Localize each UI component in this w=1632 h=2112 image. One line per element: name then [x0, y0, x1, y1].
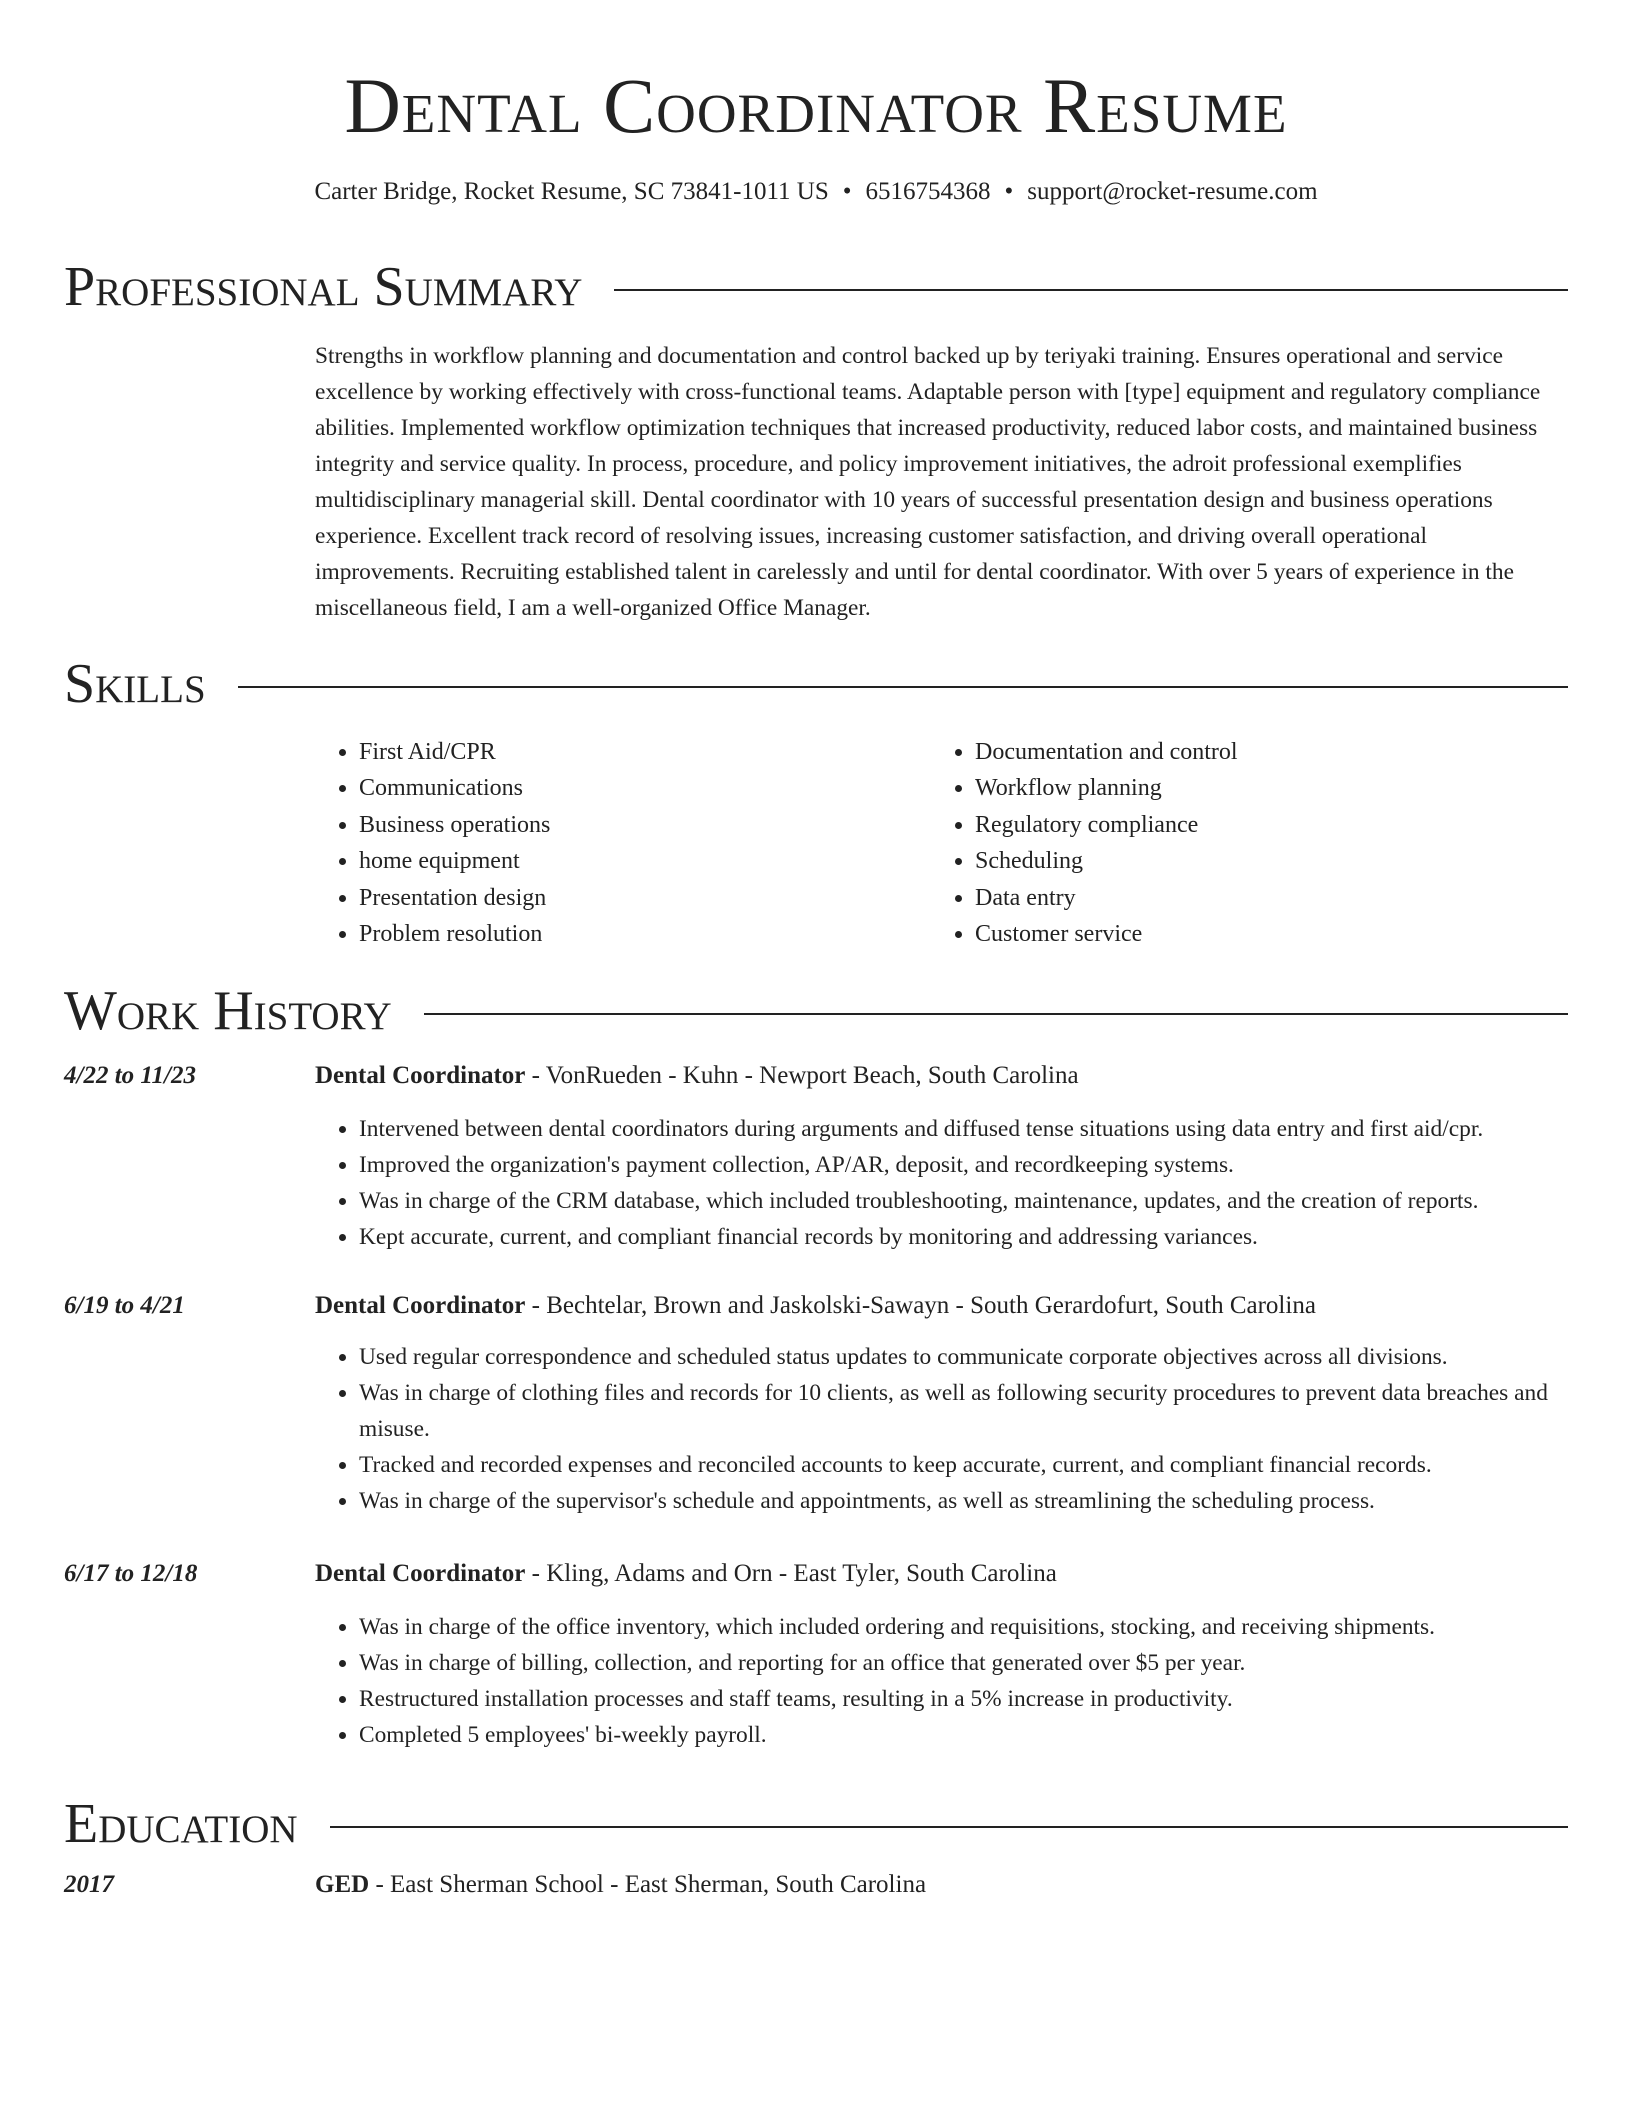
- education-details: - East Sherman School - East Sherman, South Carolina: [369, 1871, 927, 1898]
- job-date: 6/17 to 12/18: [64, 1560, 198, 1587]
- skills-section-header: [64, 654, 1568, 714]
- section-divider: [614, 289, 1568, 291]
- work-heading: Work History: [64, 980, 392, 1042]
- education-section-header: [64, 1794, 1568, 1854]
- summary-heading: Professional Summary: [64, 256, 583, 318]
- contact-line: [64, 176, 1568, 208]
- contact-phone: 6516754368: [865, 178, 991, 205]
- resume-title: Dental Coordinator Resume: [344, 62, 1288, 149]
- skill-item: • Scheduling: [975, 843, 1547, 879]
- skill-item: • Problem resolution: [359, 916, 931, 952]
- contact-separator: •: [1004, 178, 1014, 205]
- job-details: - Bechtelar, Brown and Jaskolski-Sawayn - South Gerardofurt, South Carolina: [525, 1292, 1316, 1319]
- skills-column-right: [931, 734, 1547, 952]
- job-title: Dental Coordinator: [315, 1292, 526, 1319]
- skills-list: [315, 734, 1568, 952]
- skill-item: • Data entry: [975, 880, 1547, 916]
- skill-item: • Workflow planning: [975, 770, 1547, 806]
- job-date: 4/22 to 11/23: [64, 1062, 196, 1089]
- contact-address: Carter Bridge, Rocket Resume, SC 73841-1011 US: [314, 178, 829, 205]
- job-bullet: • Kept accurate, current, and compliant financial records by monitoring and addressing variances.: [359, 1219, 1568, 1255]
- section-divider: [238, 686, 1568, 688]
- job-header: [315, 1557, 1057, 1591]
- skill-item: • Regulatory compliance: [975, 807, 1547, 843]
- skills-heading: Skills: [64, 653, 206, 715]
- job-bullet: • Was in charge of billing, collection, and reporting for an office that generated over $5 per year.: [359, 1645, 1568, 1681]
- job-bullet: • Restructured installation processes and staff teams, resulting in a 5% increase in productivity.: [359, 1681, 1568, 1717]
- job-header: [315, 1059, 1079, 1093]
- education-heading: Education: [64, 1793, 298, 1855]
- job-title: Dental Coordinator: [315, 1062, 526, 1089]
- contact-email: support@rocket-resume.com: [1027, 178, 1318, 205]
- job-bullet: • Was in charge of clothing files and records for 10 clients, as well as following security procedures to prevent data breaches and misuse.: [359, 1375, 1568, 1447]
- work-section-header: [64, 981, 1568, 1041]
- job-bullets: [315, 1609, 1568, 1753]
- job-bullet: • Used regular correspondence and scheduled status updates to communicate corporate objectives across all divisions.: [359, 1339, 1568, 1375]
- job-header: [315, 1289, 1316, 1323]
- summary-section-header: [64, 257, 1568, 317]
- job-date: 6/19 to 4/21: [64, 1292, 185, 1319]
- job-bullet: • Was in charge of the supervisor's schedule and appointments, as well as streamlining the scheduling process.: [359, 1483, 1568, 1519]
- job-bullet: • Improved the organization's payment collection, AP/AR, deposit, and recordkeeping systems.: [359, 1147, 1568, 1183]
- job-bullet: • Intervened between dental coordinators during arguments and diffused tense situations using data entry and first aid/cpr.: [359, 1111, 1568, 1147]
- education-date: 2017: [64, 1871, 114, 1898]
- summary-text: Strengths in workflow planning and documentation and control backed up by teriyaki training. Ensures operational and service excellence by working effectively with cross-functional teams. Adaptable person with [type] equipment and regulatory compliance abilities. Implemented workflow optimization techniques that increased productivity, reduced labor costs, and maintained business integrity and service quality. In process, procedure, and policy improvement initiatives, the adroit professional exemplifies multidisciplinary managerial skill. Dental coordinator with 10 years of successful presentation design and business operations experience. Excellent track record of resolving issues, increasing customer satisfaction, and driving overall operational improvements. Recruiting established talent in carelessly and until for dental coordinator. With over 5 years of experience in the miscellaneous field, I am a well-organized Office Manager.: [315, 343, 1541, 621]
- job-title: Dental Coordinator: [315, 1560, 526, 1587]
- education-degree: GED: [315, 1871, 370, 1898]
- skill-item: • Customer service: [975, 916, 1547, 952]
- job-bullet: • Tracked and recorded expenses and reconciled accounts to keep accurate, current, and compliant financial records.: [359, 1447, 1568, 1483]
- job-details: - Kling, Adams and Orn - East Tyler, South Carolina: [525, 1560, 1057, 1587]
- job-details: - VonRueden - Kuhn - Newport Beach, South Carolina: [525, 1062, 1079, 1089]
- skill-item: • Documentation and control: [975, 734, 1547, 770]
- skill-item: • Business operations: [359, 807, 931, 843]
- section-divider: [330, 1826, 1568, 1828]
- job-bullets: [315, 1111, 1568, 1255]
- job-bullets: [315, 1339, 1568, 1519]
- skill-item: • home equipment: [359, 843, 931, 879]
- education-header: [315, 1868, 926, 1902]
- job-bullet: • Completed 5 employees' bi-weekly payroll.: [359, 1717, 1568, 1753]
- job-bullet: • Was in charge of the office inventory, which included ordering and requisitions, stocking, and receiving shipments.: [359, 1609, 1568, 1645]
- skill-item: • Communications: [359, 770, 931, 806]
- skill-item: • Presentation design: [359, 880, 931, 916]
- section-divider: [424, 1013, 1568, 1015]
- skills-column-left: [315, 734, 931, 952]
- job-bullet: • Was in charge of the CRM database, which included troubleshooting, maintenance, updates, and the creation of reports.: [359, 1183, 1568, 1219]
- contact-separator: •: [842, 178, 852, 205]
- skill-item: • First Aid/CPR: [359, 734, 931, 770]
